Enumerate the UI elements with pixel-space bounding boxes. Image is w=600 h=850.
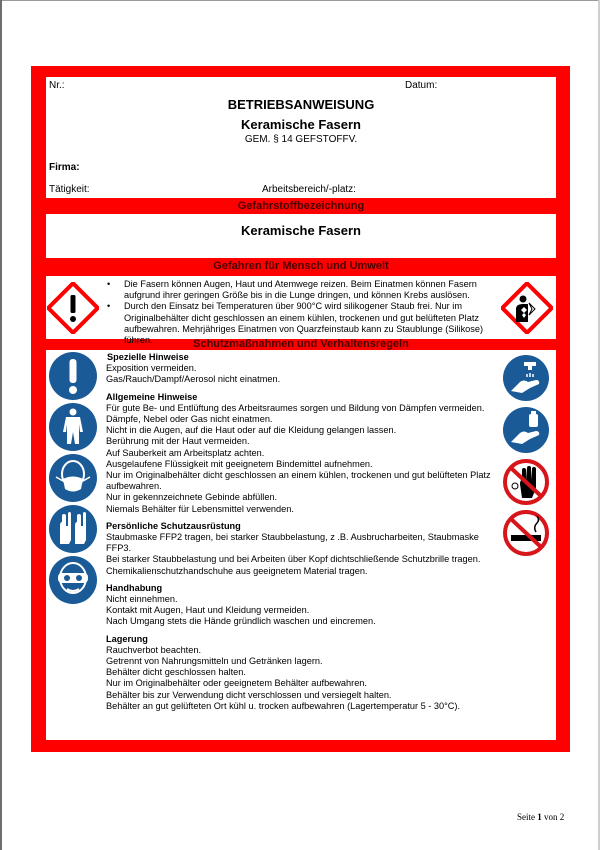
measures-line: Gas/Rauch/Dampf/Aerosol nicht einatmen.: [106, 374, 281, 385]
measures-line: Dämpfe, Nebel oder Gas nicht einatmen.: [106, 414, 273, 425]
measures-line: Exposition vermeiden.: [106, 363, 197, 374]
measures-line: Nicht einnehmen.: [106, 594, 178, 605]
measures-block-title: Handhabung: [106, 582, 163, 593]
measures-line: Auf Sauberkeit am Arbeitsplatz achten.: [106, 447, 265, 458]
arbeitsbereich-label: Arbeitsbereich/-platz:: [262, 184, 356, 195]
measures-line: Kontakt mit Augen, Haut und Kleidung vermeiden.: [106, 605, 310, 616]
firma-label: Firma:: [49, 162, 80, 173]
measures-line: Chemikalienschutzhandschuhe aus geeignetem Material tragen.: [106, 565, 368, 576]
page-total: 2: [559, 812, 565, 822]
measures-line: Nur im Originalbehälter dicht geschlossen an einem kühlen, trockenen und gut belüfteten Platz aufbewahren.: [106, 470, 491, 492]
measures-block-spezielle: [106, 352, 498, 386]
page-edge: [0, 0, 2, 850]
measures-line: Bei starker Staubbelastung und bei Arbeiten über Kopf dichtschließende Schutzbrille tragen.: [106, 554, 481, 565]
datum-label: Datum:: [405, 80, 438, 91]
measures-line: Behälter an gut gelüfteten Ort kühl u. trocken aufbewahren (Lagertemperatur 5 - 30°C).: [106, 700, 461, 711]
safety-goggles-icon: [48, 555, 98, 605]
page-sep: von: [544, 812, 558, 822]
measures-block-allgemeine: [106, 392, 498, 515]
substance-name: Keramische Fasern: [241, 223, 361, 238]
health-hazard-icon: [501, 282, 553, 334]
taetigkeit-label: Tätigkeit:: [49, 184, 90, 195]
document-subtitle: Keramische Fasern: [241, 117, 361, 132]
page-edge: [0, 0, 600, 1]
general-mandatory-icon: [48, 351, 98, 401]
list-item: • Durch den Einsatz bei Temperaturen über 900°C wird silikogener Staub frei. Nur im Originalbehälter dicht geschlossen an einem kühlen, trockenen und gut belüfteten Platz aufbewahren. Mehrjähriges Einatmen von Quarzfeinstaub kann zu Staublunge (Silikose) führen.: [107, 301, 492, 346]
measures-block-schutzausruestung: [106, 521, 498, 577]
measures-text: [106, 352, 498, 718]
measures-line: Nicht in die Augen, auf die Haut oder auf die Kleidung gelangen lassen.: [106, 425, 397, 436]
page-number: [517, 812, 564, 822]
dust-mask-icon: [48, 453, 98, 503]
measures-line: Für gute Be- und Entlüftung des Arbeitsraumes sorgen und Bildung von Dämpfen vermeiden.: [106, 402, 485, 413]
regulation-reference: GEM. § 14 GEFSTOFFV.: [244, 134, 358, 145]
section-title-schutz: Schutzmaßnahmen und Verhaltensregeln: [193, 338, 409, 350]
no-touching-icon: [502, 458, 550, 506]
measures-line: Getrennt von Nahrungsmitteln und Getränken lagern.: [106, 656, 323, 667]
measures-block-lagerung: [106, 634, 498, 712]
measures-block-title: Allgemeine Hinweise: [106, 391, 198, 402]
measures-line: Berührung mit der Haut vermeiden.: [106, 436, 250, 447]
document-title: BETRIEBSANWEISUNG: [227, 97, 375, 112]
measures-line: Niemals Behälter für Lebensmittel verwenden.: [106, 503, 294, 514]
page-prefix: Seite: [517, 812, 535, 822]
measures-line: Nach Umgang stets die Hände gründlich waschen und eincremen.: [106, 616, 376, 627]
measures-line: Behälter bis zur Verwendung dicht verschlossen und versiegelt halten.: [106, 689, 392, 700]
measures-line: Ausgelaufene Flüssigkeit mit geeignetem Bindemittel aufnehmen.: [106, 458, 373, 469]
measures-line: Nur in gekennzeichnete Gebinde abfüllen.: [106, 492, 278, 503]
measures-line: Staubmaske FFP2 tragen, bei starker Staubbelastung, z .B. Ausbrucharbeiten, Staubmaske FFP3.: [106, 532, 479, 554]
section-title-gefahrstoff: Gefahrstoffbezeichnung: [237, 200, 365, 212]
measures-line: Rauchverbot beachten.: [106, 644, 202, 655]
measures-block-title: Lagerung: [106, 633, 148, 644]
measures-line: Nur im Originalbehälter oder geeignetem Behälter aufbewahren.: [106, 678, 367, 689]
measures-line: Behälter dicht geschlossen halten.: [106, 667, 246, 678]
measures-block-handhabung: [106, 583, 498, 628]
section-title-gefahren: Gefahren für Mensch und Umwelt: [213, 260, 389, 272]
wash-hands-icon: [502, 354, 550, 402]
measures-block-title: Persönliche Schutzausrüstung: [106, 520, 241, 531]
protective-gloves-icon: [48, 504, 98, 554]
hand-cream-icon: [502, 406, 550, 454]
protective-clothing-icon: [48, 402, 98, 452]
page-current: 1: [537, 812, 542, 822]
exclamation-hazard-icon: [47, 282, 99, 334]
nr-label: Nr.:: [49, 80, 65, 91]
no-smoking-icon: [502, 509, 550, 557]
hazard-list: [107, 279, 492, 346]
measures-block-title: Spezielle Hinweise: [107, 352, 189, 362]
list-item: • Die Fasern können Augen, Haut und Atemwege reizen. Beim Einatmen können Fasern aufgrund ihrer geringen Größe bis in die Lunge dringen, und können Krebs auslösen.: [107, 279, 492, 301]
